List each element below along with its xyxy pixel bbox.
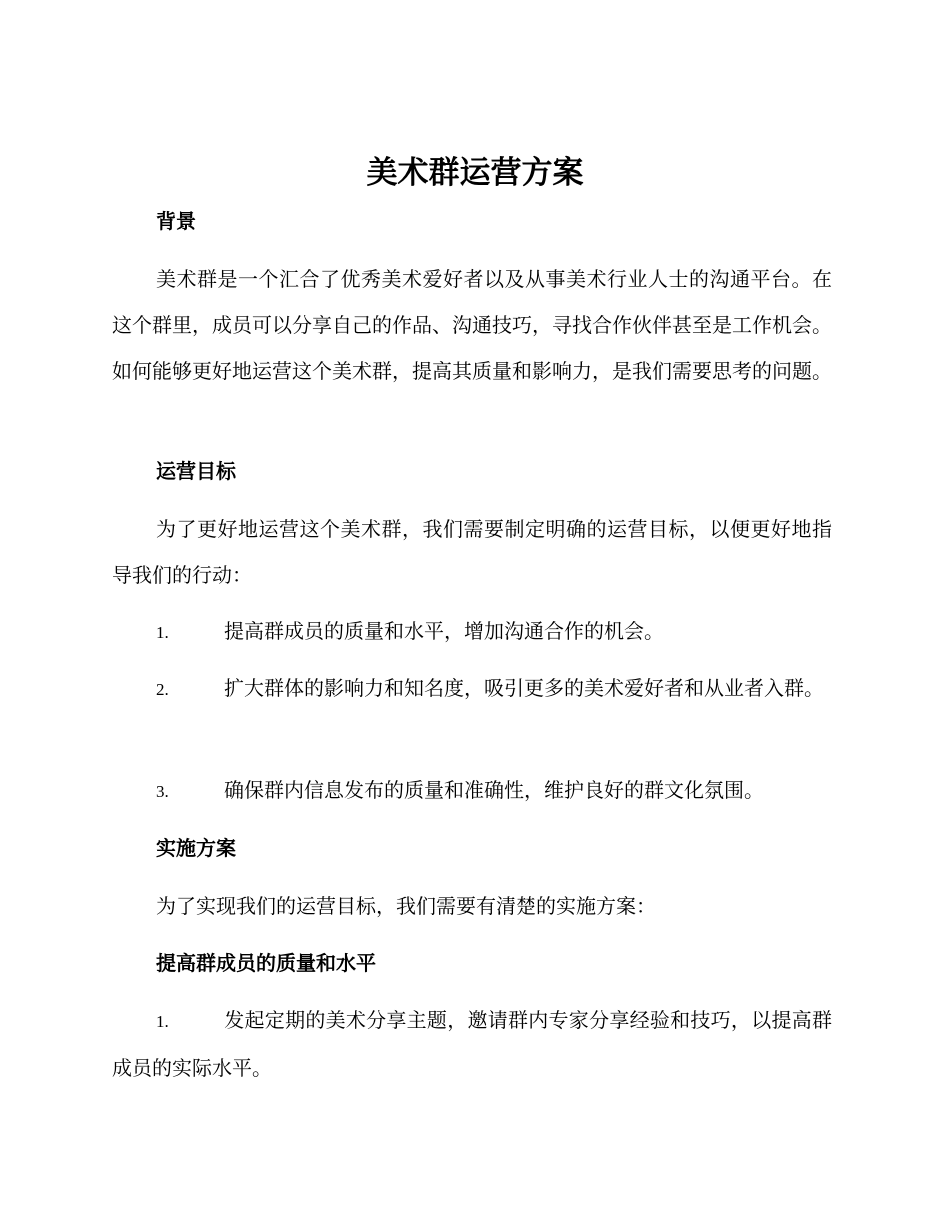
document-title: 美术群运营方案 (366, 155, 584, 191)
goals-intro-paragraph: 为了更好地运营这个美术群，我们需要制定明确的运营目标，以便更好地指导我们的行动： (112, 517, 832, 587)
section-heading-background: 背景 (156, 209, 196, 233)
list-item-text: 确保群内信息发布的质量和准确性，维护良好的群文化氛围。 (224, 778, 764, 802)
list-number: 2. (156, 680, 169, 699)
section-heading-implementation: 实施方案 (156, 836, 236, 860)
list-item-text: 发起定期的美术分享主题，邀请群内专家分享经验和技巧，以提高群成员的实际水平。 (112, 1008, 832, 1080)
subsection-heading-quality: 提高群成员的质量和水平 (156, 951, 376, 975)
goal-list-item-2 (112, 665, 832, 713)
goal-list-item-1 (112, 608, 832, 656)
list-number: 3. (156, 782, 169, 801)
list-number: 1. (156, 1012, 169, 1031)
implementation-intro-paragraph: 为了实现我们的运营目标，我们需要有清楚的实施方案： (156, 894, 656, 918)
list-number: 1. (156, 623, 169, 642)
section-heading-goals: 运营目标 (156, 459, 236, 483)
background-paragraph: 美术群是一个汇合了优秀美术爱好者以及从事美术行业人士的沟通平台。在这个群里，成员可以分享自己的作品、沟通技巧，寻找合作伙伴甚至是工作机会。如何能够更好地运营这个美术群，提高其质量和影响力，是我们需要思考的问题。 (112, 267, 832, 383)
list-item-text: 扩大群体的影响力和知名度，吸引更多的美术爱好者和从业者入群。 (224, 676, 824, 700)
list-item-text: 提高群成员的质量和水平，增加沟通合作的机会。 (224, 619, 664, 643)
goal-list-item-3 (112, 767, 832, 815)
implementation-list-item-1 (112, 997, 832, 1091)
